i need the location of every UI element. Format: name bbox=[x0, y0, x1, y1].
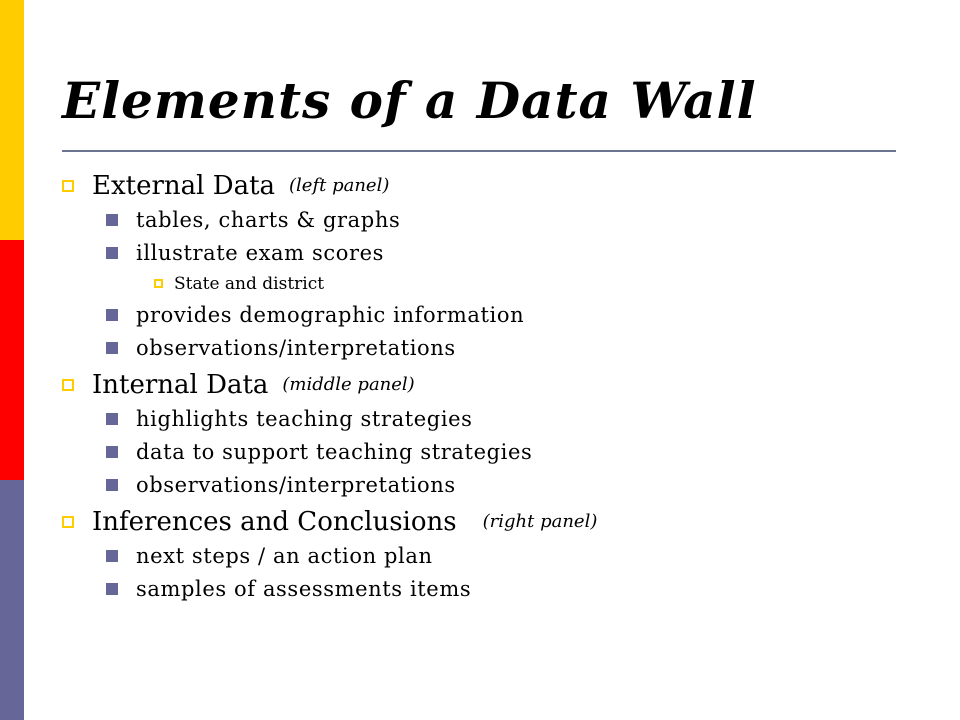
list-item-label: illustrate exam scores bbox=[136, 240, 384, 265]
filled-square-icon bbox=[106, 550, 118, 562]
filled-square-icon bbox=[106, 413, 118, 425]
list-item bbox=[62, 402, 922, 435]
list-item-label: data to support teaching strategies bbox=[136, 439, 533, 464]
list-item bbox=[62, 572, 922, 605]
section-heading-label: Inferences and Conclusions bbox=[92, 506, 457, 537]
section-heading-internal-data bbox=[62, 367, 922, 402]
filled-square-icon bbox=[106, 446, 118, 458]
list-item-label: tables, charts & graphs bbox=[136, 207, 401, 232]
hollow-square-icon bbox=[154, 279, 163, 288]
filled-square-icon bbox=[106, 342, 118, 354]
list-item-label: observations/interpretations bbox=[136, 335, 456, 360]
list-item bbox=[62, 236, 922, 269]
title-divider bbox=[62, 150, 896, 152]
sub-list-item-label: State and district bbox=[174, 273, 325, 294]
section-heading-label: Internal Data bbox=[92, 369, 269, 400]
bullet-list bbox=[62, 168, 922, 605]
list-item-label: next steps / an action plan bbox=[136, 543, 433, 568]
section-heading-external-data bbox=[62, 168, 922, 203]
sub-list-item bbox=[62, 269, 922, 298]
filled-square-icon bbox=[106, 583, 118, 595]
left-accent-bar-yellow bbox=[0, 0, 24, 240]
hollow-square-icon bbox=[62, 516, 74, 528]
list-item bbox=[62, 331, 922, 364]
list-item bbox=[62, 539, 922, 572]
hollow-square-icon bbox=[62, 379, 74, 391]
hollow-square-icon bbox=[62, 180, 74, 192]
filled-square-icon bbox=[106, 214, 118, 226]
section-heading-label: External Data bbox=[92, 170, 276, 201]
list-item-label: provides demographic information bbox=[136, 302, 525, 327]
list-item bbox=[62, 298, 922, 331]
left-accent-bar-purple bbox=[0, 480, 24, 720]
list-item-label: observations/interpretations bbox=[136, 472, 456, 497]
section-heading-note: (middle panel) bbox=[282, 374, 415, 395]
slide-title: Elements of a Data Wall bbox=[62, 71, 757, 130]
filled-square-icon bbox=[106, 309, 118, 321]
list-item-label: highlights teaching strategies bbox=[136, 406, 473, 431]
list-item bbox=[62, 203, 922, 236]
section-heading-inferences-and-conclusions bbox=[62, 504, 922, 539]
list-item bbox=[62, 468, 922, 501]
filled-square-icon bbox=[106, 479, 118, 491]
list-item-label: samples of assessments items bbox=[136, 576, 472, 601]
section-heading-note: (right panel) bbox=[482, 511, 598, 532]
filled-square-icon bbox=[106, 247, 118, 259]
list-item bbox=[62, 435, 922, 468]
left-accent-bar-red bbox=[0, 240, 24, 480]
section-heading-note: (left panel) bbox=[289, 175, 390, 196]
